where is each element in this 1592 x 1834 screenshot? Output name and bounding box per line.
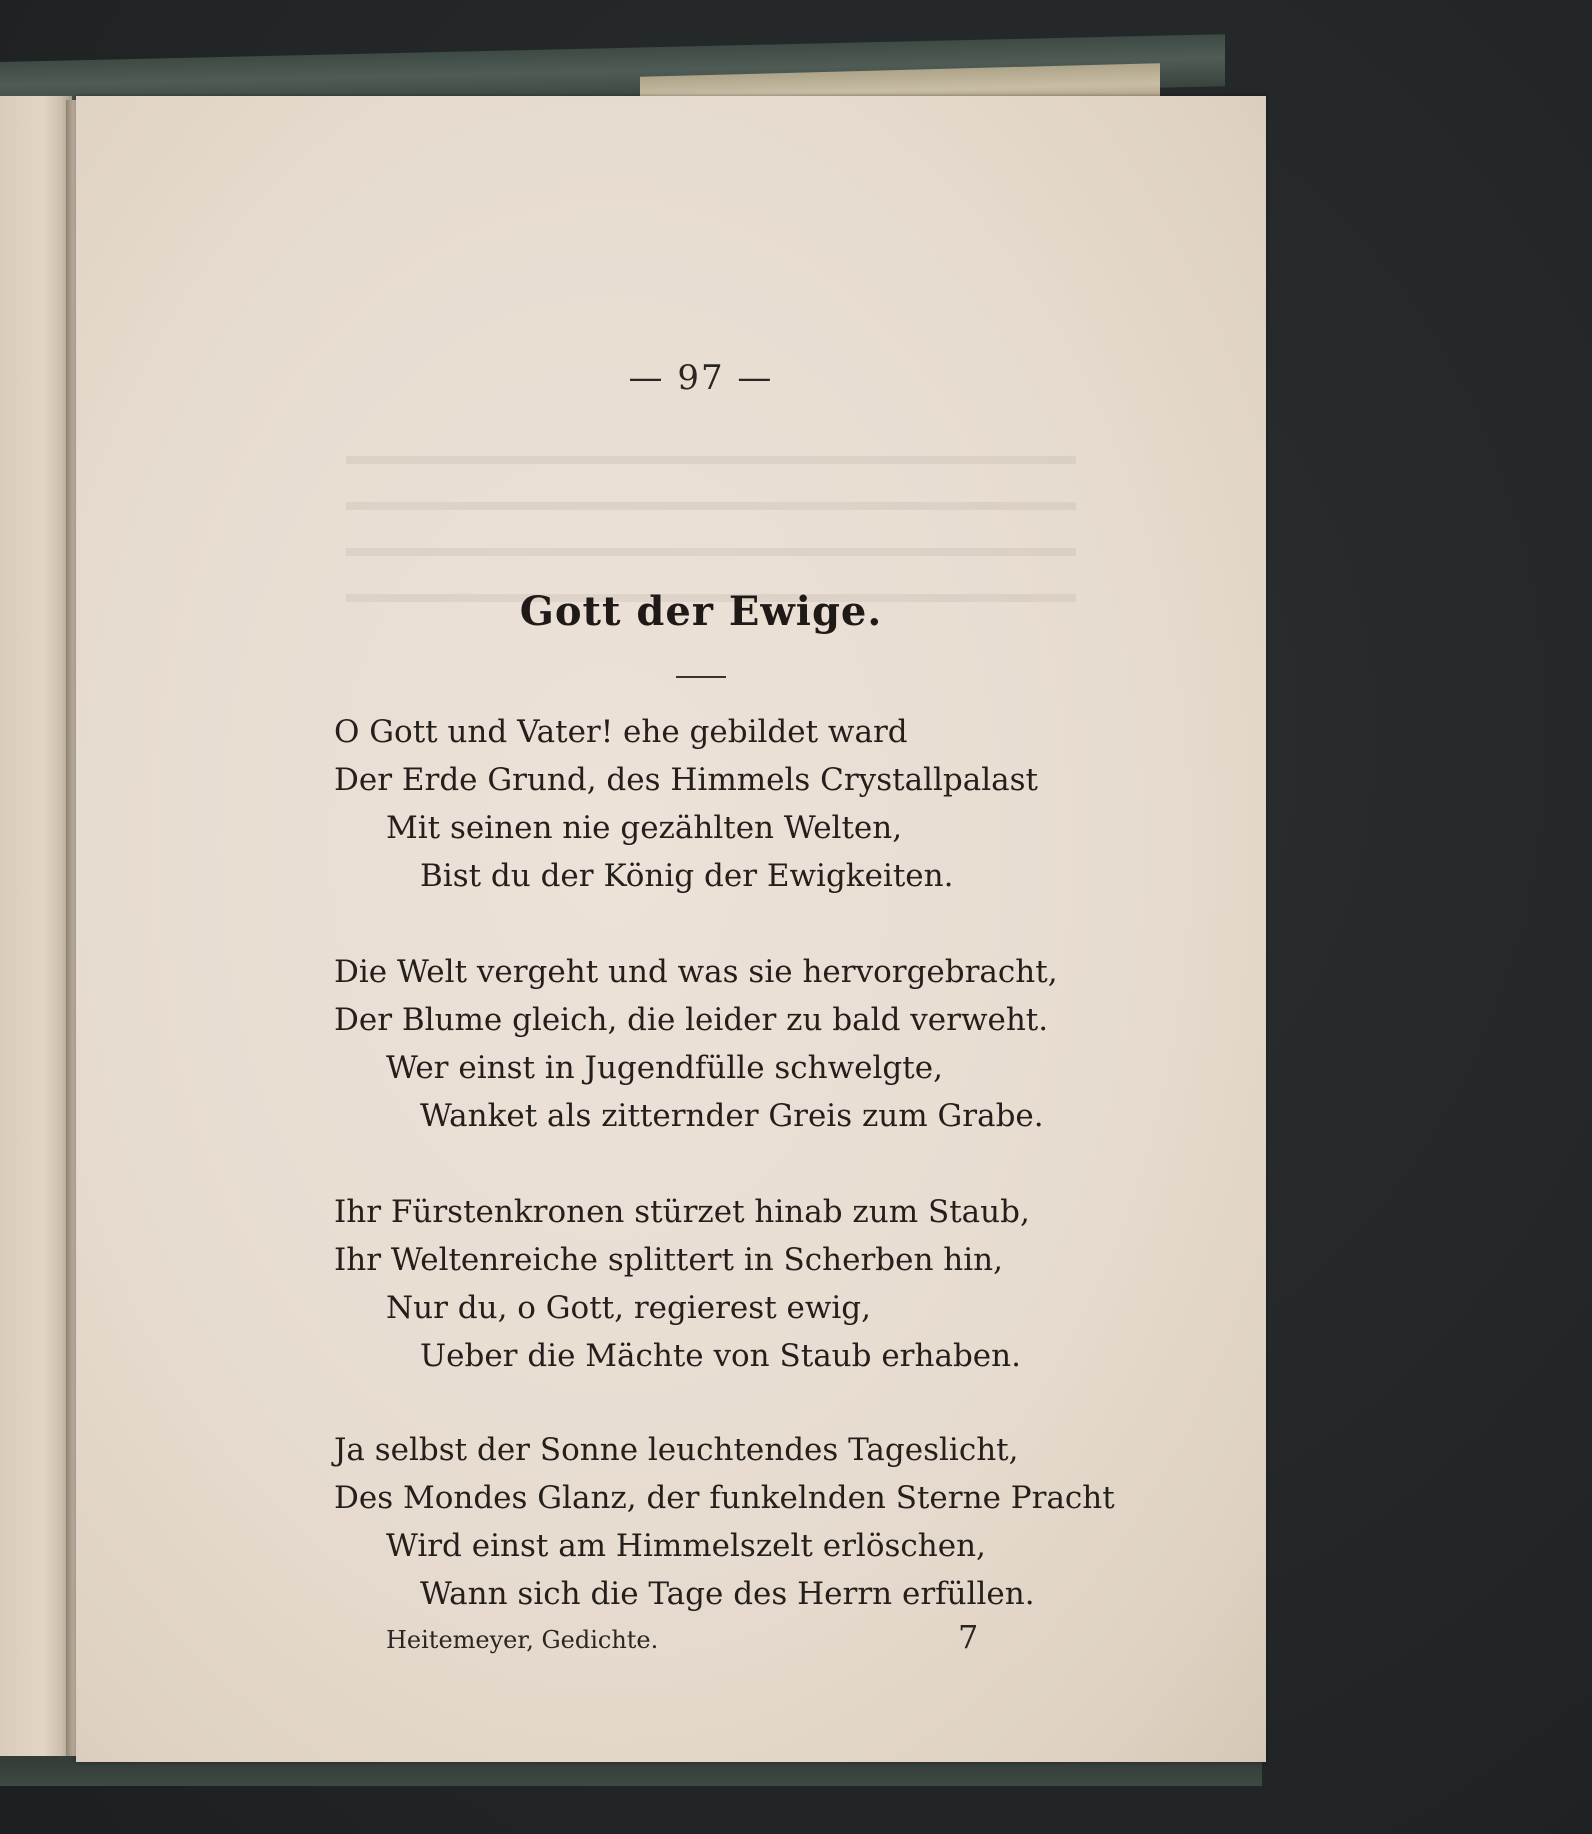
verse-line: Ihr Fürstenkronen stürzet hinab zum Staub, — [334, 1194, 1030, 1230]
book-page — [76, 96, 1266, 1762]
poem-title: Gott der Ewige. — [519, 588, 883, 635]
verse-line: Ja selbst der Sonne leuchtendes Tageslicht, — [334, 1432, 1019, 1468]
verse-line: Ueber die Mächte von Staub erhaben. — [420, 1338, 1021, 1374]
verse-line: Bist du der König der Ewigkeiten. — [420, 858, 954, 894]
stanza-2 — [334, 948, 1058, 1140]
sheet-mark: 7 — [958, 1618, 979, 1656]
verse-line: Die Welt vergeht und was sie hervorgebracht, — [334, 954, 1058, 990]
stanza-4 — [334, 1426, 1115, 1618]
verse-line: Wanket als zitternder Greis zum Grabe. — [420, 1098, 1044, 1134]
verse-line: O Gott und Vater! ehe gebildet ward — [334, 714, 908, 750]
stanza-1 — [334, 708, 1038, 900]
verse-line: Wird einst am Himmelszelt erlöschen, — [386, 1528, 986, 1564]
verse-line: Der Blume gleich, die leider zu bald verweht. — [334, 1002, 1049, 1038]
page-number: — 97 — — [628, 358, 774, 398]
show-through-text — [346, 426, 1076, 606]
verse-line: Ihr Weltenreiche splittert in Scherben hin, — [334, 1242, 1003, 1278]
verse-line: Wer einst in Jugendfülle schwelgte, — [386, 1050, 943, 1086]
stanza-3 — [334, 1188, 1030, 1380]
verse-line: Wann sich die Tage des Herrn erfüllen. — [420, 1576, 1035, 1612]
verse-line: Mit seinen nie gezählten Welten, — [386, 810, 903, 846]
left-page-edge — [0, 96, 72, 1760]
verse-line: Nur du, o Gott, regierest ewig, — [386, 1290, 871, 1326]
printer-signature: Heitemeyer, Gedichte. — [386, 1626, 659, 1654]
verse-line: Des Mondes Glanz, der funkelnden Sterne Pracht — [334, 1480, 1115, 1516]
verse-line: Der Erde Grund, des Himmels Crystallpalast — [334, 762, 1038, 798]
title-rule — [676, 676, 726, 678]
